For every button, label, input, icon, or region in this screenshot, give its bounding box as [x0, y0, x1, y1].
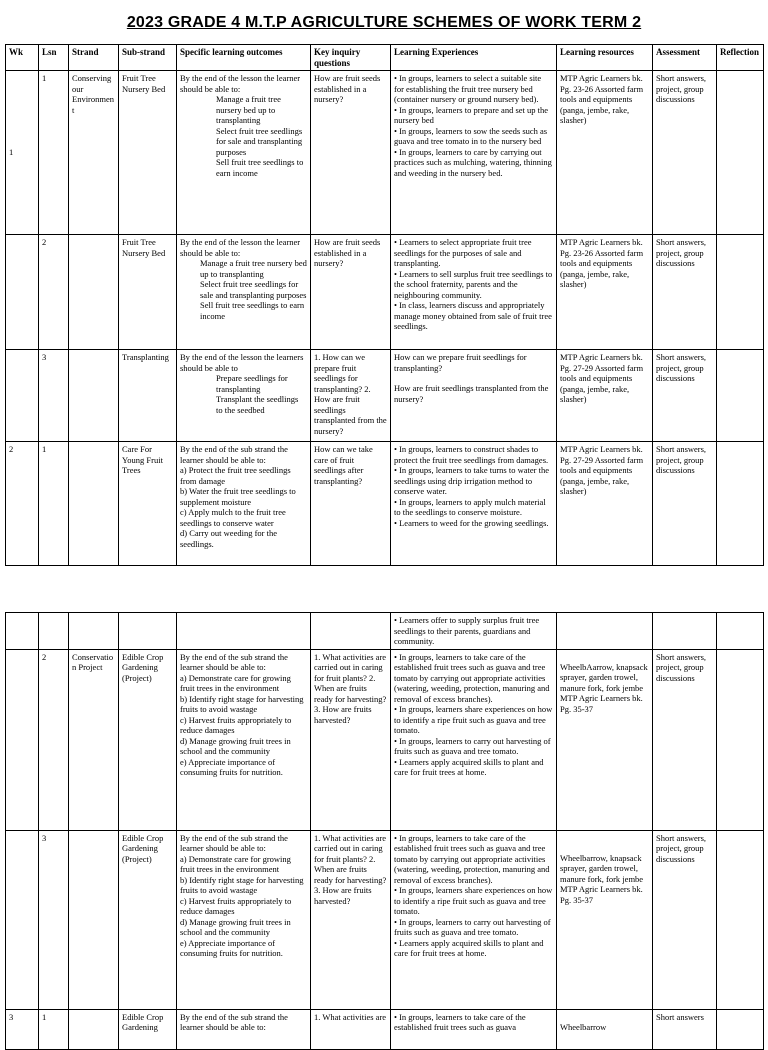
strand-cell: Conserving our Environment [69, 71, 119, 235]
lesson-cell: 1 [39, 71, 69, 235]
sub-strand-cell: Edible Crop Gardening (Project) [119, 649, 177, 830]
assessment-cell: Short answers [653, 1009, 717, 1049]
experience-line: • Learners to select appropriate fruit tree seedlings for the purposes of sale and transplanting. [394, 237, 532, 268]
resources-cell: MTP Agric Learners bk. Pg. 27-29 Assorted farm tools and equipments (panga, jembe, rake, slasher) [557, 350, 653, 442]
header-row [6, 45, 764, 71]
resources-cell [557, 830, 653, 1009]
resources-text: Wheelbarrow, knapsack sprayer, garden trowel, manure fork, fork jembe MTP Agric Learners bk. Pg. 35-37 [560, 852, 644, 905]
week-cell [6, 830, 39, 1009]
lesson-cell: 3 [39, 830, 69, 1009]
sub-strand-cell: Edible Crop Gardening [119, 1009, 177, 1049]
assessment-cell: Short answers, project, group discussions [653, 649, 717, 830]
experience-line: • In class, learners discuss and appropriately manage money obtained from sale of fruit tree seedlings. [394, 300, 552, 331]
week-cell [6, 235, 39, 350]
outcome-line: Select fruit tree seedlings for sale and transplanting purposes [216, 125, 303, 157]
experiences-cell [391, 649, 557, 830]
strand-cell [69, 442, 119, 566]
experience-line: • In groups, learners to take turns to water the seedlings using drip irrigation method to conserve water. [394, 465, 549, 496]
header-strand: Strand [69, 45, 119, 71]
outcome-line: By the end of the sub strand the learner should be able to: [180, 444, 288, 465]
resources-cell: MTP Agric Learners bk. Pg. 27-29 Assorted farm tools and equipments (panga, jembe, rake, slasher) [557, 442, 653, 566]
outcome-line: c) Apply mulch to the fruit tree seedlings to conserve water [180, 507, 286, 528]
outcome-line: b) Water the fruit tree seedlings to supplement moisture [180, 486, 296, 507]
resources-cell [557, 1009, 653, 1049]
experience-line: • In groups, learners to take care of the established fruit trees such as guava [394, 1011, 526, 1032]
reflection-cell [717, 649, 764, 830]
experiences-cell [391, 350, 557, 442]
reflection-cell [717, 350, 764, 442]
reflection-cell [717, 442, 764, 566]
header-wk: Wk [6, 45, 39, 71]
outcomes-cell [177, 71, 311, 235]
table-row [6, 442, 764, 566]
strand-cell [69, 235, 119, 350]
experience-line: • In groups, learners to select a suitable site for establishing the fruit tree nursery bed (container nursery or ground nursery bed). [394, 73, 542, 104]
outcome-line: e) Appreciate importance of consuming fruits for nutrition. [180, 937, 283, 958]
outcome-line: b) Identify right stage for harvesting fruits to avoid wastage [180, 693, 304, 714]
experience-line: • Learners to weed for the growing seedlings. [394, 517, 549, 528]
table-row [6, 613, 764, 650]
outcome-line: c) Harvest fruits appropriately to reduce damages [180, 895, 292, 916]
reflection-cell [717, 235, 764, 350]
resources-text: WheelbAarrow, knapsack sprayer, garden trowel, manure fork, fork jembe MTP Agric Learners bk. Pg. 35-37 [560, 661, 648, 714]
strand-cell [69, 1009, 119, 1049]
resources-cell: MTP Agric Learners bk. Pg. 23-26 Assorted farm tools and equipments (panga, jembe, rake, slasher) [557, 235, 653, 350]
experiences-cell [391, 71, 557, 235]
outcome-line: d) Manage growing fruit trees in school and the community [180, 916, 291, 937]
outcome-line: Manage a fruit tree nursery bed up to transplanting [200, 258, 307, 279]
table-row [6, 350, 764, 442]
assessment-cell: Short answers, project, group discussions [653, 350, 717, 442]
experience-line: • In groups, learners to apply mulch material to the seedlings to conserve moisture. [394, 496, 546, 517]
experience-line: • Learners to sell surplus fruit tree seedlings to the school fraternity, parents and the neighbouring community. [394, 268, 553, 300]
experience-line: • In groups, learners to carry out harvesting of fruits such as guava and tree tomato. [394, 916, 551, 937]
header-sub-strand: Sub-strand [119, 45, 177, 71]
outcomes-cell [177, 830, 311, 1009]
experience-line: • Learners apply acquired skills to plant and care for fruit trees at home. [394, 937, 544, 958]
outcome-line: By the end of the sub strand the learner should be able to: [180, 651, 288, 672]
key-question-cell: How are fruit seeds established in a nursery? [311, 71, 391, 235]
outcomes-cell [177, 649, 311, 830]
experiences-cell [391, 442, 557, 566]
outcome-line: d) Carry out weeding for the seedlings. [180, 528, 278, 549]
experience-line: • In groups, learners to sow the seeds such as guava and tree tomato in to the nursery bed [394, 125, 548, 146]
outcome-line: c) Harvest fruits appropriately to reduce damages [180, 714, 292, 735]
experience-line: • In groups, learners share experiences on how to identify a ripe fruit such as guava and tree tomato. [394, 885, 553, 916]
sub-strand-cell: Edible Crop Gardening (Project) [119, 830, 177, 1009]
sub-strand-cell: Fruit Tree Nursery Bed [119, 235, 177, 350]
lesson-cell: 2 [39, 649, 69, 830]
outcome-line: a) Demonstrate care for growing fruit trees in the environment [180, 672, 291, 693]
outcome-line: a) Demonstrate care for growing fruit trees in the environment [180, 853, 291, 874]
outcome-line: d) Manage growing fruit trees in school and the community [180, 735, 291, 756]
resources-cell: MTP Agric Learners bk. Pg. 23-26 Assorted farm tools and equipments (panga, jembe, rake, slasher) [557, 71, 653, 235]
experience-line: • Learners offer to supply surplus fruit tree seedlings to their parents, guardians and community. [394, 615, 540, 646]
lesson-cell: 1 [39, 442, 69, 566]
scheme-table-2 [5, 612, 764, 1050]
outcome-line: Manage a fruit tree nursery bed up to transplanting [216, 94, 281, 125]
sub-strand-cell: Fruit Tree Nursery Bed [119, 71, 177, 235]
experience-line: • In groups, learners share experiences on how to identify a ripe fruit such as guava and tree tomato. [394, 704, 553, 735]
header-reflection: Reflection [717, 45, 764, 71]
experience-line: • In groups, learners to construct shades to protect the fruit tree seedlings from damages. [394, 444, 549, 465]
header-resources: Learning resources [557, 45, 653, 71]
key-question-cell: How can we take care of fruit seedlings after transplanting? [311, 442, 391, 566]
experience-line: • In groups, learners to take care of the established fruit trees such as guava and tree tomato by carrying out appropriate activities (watering, weeding, protection, manuring and removal of excess branches). [394, 832, 550, 885]
header-lsn: Lsn [39, 45, 69, 71]
header-outcomes: Specific learning outcomes [177, 45, 311, 71]
experience-line: How are fruit seedlings transplanted from the nursery? [394, 383, 549, 404]
outcome-line: Prepare seedlings for transplanting [216, 373, 288, 394]
resources-cell [557, 649, 653, 830]
outcome-line: Select fruit tree seedlings for sale and transplanting purposes [200, 279, 307, 300]
week-cell: 1 [6, 71, 39, 235]
reflection-cell [717, 1009, 764, 1049]
experiences-cell [391, 830, 557, 1009]
strand-cell [69, 350, 119, 442]
strand-cell: Conservation Project [69, 649, 119, 830]
outcomes-cell [177, 1009, 311, 1049]
key-question-cell: 1. What activities are [311, 1009, 391, 1049]
assessment-cell: Short answers, project, group discussions [653, 71, 717, 235]
outcome-line: By the end of the sub strand the learner should be able to: [180, 832, 288, 853]
experience-line: • In groups, learners to carry out harvesting of fruits such as guava and tree tomato. [394, 735, 551, 756]
table-row [6, 830, 764, 1009]
key-question-cell: 1. What activities are carried out in caring for fruit plants? 2. When are fruits ready for harvesting? 3. How are fruits harvested? [311, 830, 391, 1009]
table-row [6, 649, 764, 830]
assessment-cell: Short answers, project, group discussions [653, 830, 717, 1009]
page-title: 2023 GRADE 4 M.T.P AGRICULTURE SCHEMES OF WORK TERM 2 [126, 14, 642, 31]
outcome-line: Transplant the seedlings to the seedbed [216, 394, 299, 415]
outcome-line: Sell fruit tree seedlings to earn income [200, 300, 305, 321]
scheme-table-1 [5, 44, 764, 566]
sub-strand-cell: Transplanting [119, 350, 177, 442]
outcomes-cell [177, 442, 311, 566]
table-row [6, 1009, 764, 1049]
experience-line: • In groups, learners to prepare and set up the nursery bed [394, 104, 549, 125]
experiences-cell [391, 235, 557, 350]
outcome-line: a) Protect the fruit tree seedlings from damage [180, 465, 291, 486]
assessment-cell: Short answers, project, group discussions [653, 442, 717, 566]
strand-cell [69, 830, 119, 1009]
outcome-line: By the end of the sub strand the learner should be able to: [180, 1011, 288, 1032]
week-cell [6, 350, 39, 442]
week-cell: 3 [6, 1009, 39, 1049]
key-question-cell: 1. What activities are carried out in caring for fruit plants? 2. When are fruits ready for harvesting? 3. How are fruits harvested? [311, 649, 391, 830]
header-assessment: Assessment [653, 45, 717, 71]
experiences-cell [391, 1009, 557, 1049]
experience-line: • Learners apply acquired skills to plant and care for fruit trees at home. [394, 756, 544, 777]
lesson-cell: 2 [39, 235, 69, 350]
lesson-cell: 3 [39, 350, 69, 442]
header-experiences: Learning Experiences [391, 45, 557, 71]
experience-line: How can we prepare fruit seedlings for transplanting? [394, 352, 527, 373]
experiences-cell [391, 613, 557, 650]
reflection-cell [717, 71, 764, 235]
week-cell: 2 [6, 442, 39, 566]
header-key-questions: Key inquiry questions [311, 45, 391, 71]
outcomes-cell [177, 350, 311, 442]
outcome-line: By the end of the lesson the learner should be able to: [180, 73, 301, 94]
experience-line: • In groups, learners to take care of the established fruit trees such as guava and tree tomato by carrying out appropriate activities (watering, weeding, protection, manuring and removal of excess branches). [394, 651, 550, 704]
sub-strand-cell: Care For Young Fruit Trees [119, 442, 177, 566]
outcome-line: e) Appreciate importance of consuming fruits for nutrition. [180, 756, 283, 777]
outcome-line: b) Identify right stage for harvesting fruits to avoid wastage [180, 874, 304, 895]
outcome-line: Sell fruit tree seedlings to earn income [216, 157, 304, 178]
week-cell [6, 649, 39, 830]
resources-text: Wheelbarrow [560, 1021, 607, 1032]
table-row [6, 235, 764, 350]
outcome-line: By the end of the lesson the learner should be able to: [180, 237, 301, 258]
key-question-cell: How are fruit seeds established in a nursery? [311, 235, 391, 350]
outcome-line: By the end of the lesson the learners should be able to [180, 352, 304, 373]
key-question-cell: 1. How can we prepare fruit seedlings for transplanting? 2. How are fruit seedlings transplanted from the nursery? [311, 350, 391, 442]
assessment-cell: Short answers, project, group discussions [653, 235, 717, 350]
lesson-cell: 1 [39, 1009, 69, 1049]
outcomes-cell [177, 235, 311, 350]
reflection-cell [717, 830, 764, 1009]
experience-line: • In groups, learners to care by carrying out practices such as mulching, watering, thinning and weeding in the nursery bed. [394, 146, 552, 178]
table-row [6, 71, 764, 235]
